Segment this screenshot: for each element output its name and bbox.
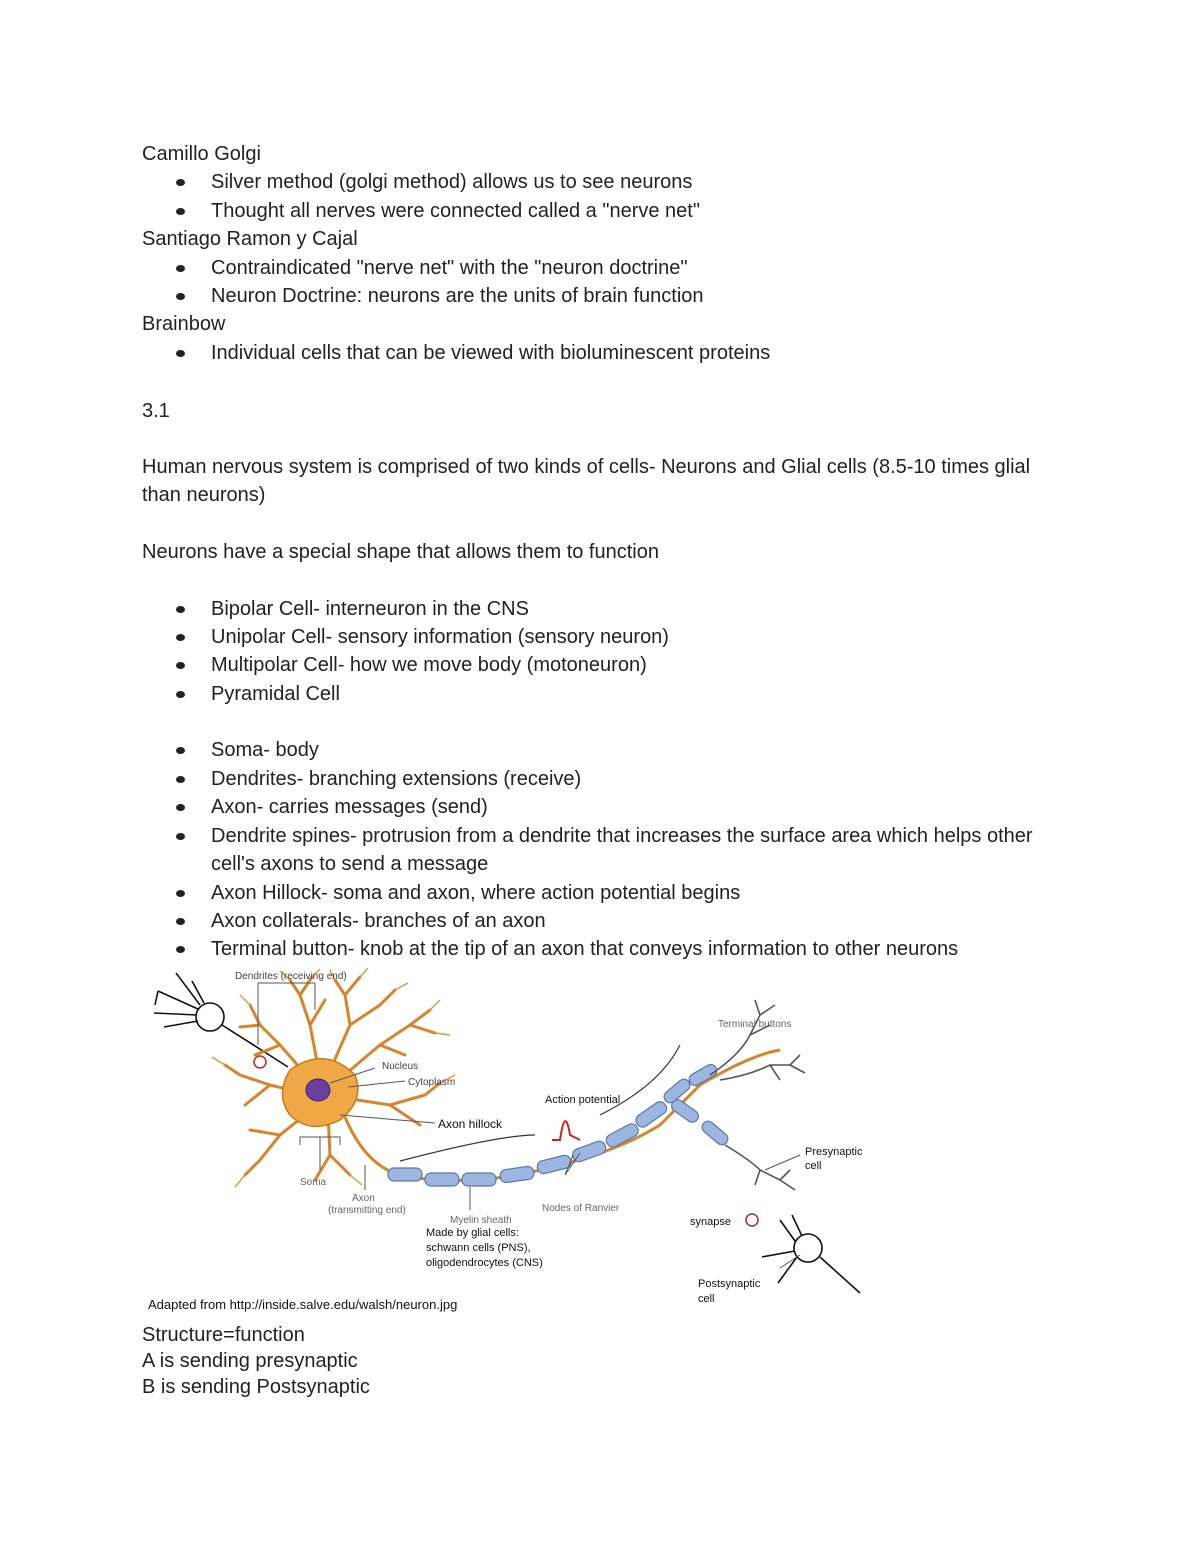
- label-presynaptic-1: Presynaptic: [805, 1146, 863, 1158]
- synapse-marker-a: [254, 1056, 266, 1068]
- list-item: Thought all nerves were connected called a "nerve net": [211, 197, 700, 225]
- label-glial-3: oligodendrocytes (CNS): [426, 1257, 543, 1269]
- synapse-marker-b: [746, 1214, 758, 1226]
- list-item: Contraindicated "nerve net" with the "neuron doctrine": [211, 254, 687, 282]
- label-action-potential: Action potential: [545, 1094, 621, 1106]
- list-item: Unipolar Cell- sensory information (sensory neuron): [211, 623, 669, 651]
- footer-line: A is sending presynaptic: [142, 1350, 358, 1372]
- label-glial-1: Made by glial cells:: [426, 1227, 519, 1239]
- label-cytoplasm: Cytoplasm: [408, 1077, 456, 1088]
- leader-presynaptic: [765, 1155, 800, 1170]
- brainbow-heading: Brainbow: [142, 313, 226, 335]
- list-item: Axon Hillock- soma and axon, where action potential begins: [211, 879, 740, 907]
- label-axon: Axon: [352, 1193, 375, 1204]
- paragraph-cell-types: Human nervous system is comprised of two kinds of cells- Neurons and Glial cells (8.5-10 times glial than neurons): [142, 456, 1031, 506]
- golgi-heading: Camillo Golgi: [142, 143, 261, 165]
- neuron-diagram: [140, 965, 880, 1315]
- leader-soma: [300, 1137, 340, 1170]
- label-soma: Soma: [300, 1177, 327, 1188]
- label-synapse: synapse: [690, 1216, 731, 1228]
- list-item: Pyramidal Cell: [211, 680, 340, 708]
- label-myelin: Myelin sheath: [450, 1215, 512, 1226]
- label-axon-sub: (transmitting end): [328, 1205, 406, 1216]
- leader-hillock: [340, 1115, 435, 1123]
- label-axon-hillock: Axon hillock: [438, 1117, 503, 1131]
- figure-source-credit: Adapted from http://inside.salve.edu/walsh/neuron.jpg: [148, 1297, 458, 1312]
- list-item: Terminal button- knob at the tip of an axon that conveys information to other neurons: [211, 935, 958, 963]
- label-presynaptic-2: cell: [805, 1160, 822, 1172]
- label-ranvier: Nodes of Ranvier: [542, 1203, 620, 1214]
- list-item: Axon- carries messages (send): [211, 793, 488, 821]
- schematic-neuron-a: [154, 973, 288, 1067]
- list-item: Individual cells that can be viewed with bioluminescent proteins: [211, 339, 770, 367]
- list-item: Multipolar Cell- how we move body (motoneuron): [211, 651, 647, 679]
- list-item: Neuron Doctrine: neurons are the units of brain function: [211, 282, 704, 310]
- footer-line: Structure=function: [142, 1324, 305, 1346]
- action-potential-arrow: [400, 1135, 535, 1161]
- action-potential-wave: [552, 1121, 580, 1140]
- list-item: Bipolar Cell- interneuron in the CNS: [211, 595, 529, 623]
- list-item: Dendrite spines- protrusion from a dendrite that increases the surface area which helps other cell's axons to send a message: [211, 822, 1071, 878]
- label-terminal: Terminal buttons: [718, 1019, 792, 1030]
- label-glial-2: schwann cells (PNS),: [426, 1242, 531, 1254]
- list-item: Axon collaterals- branches of an axon: [211, 907, 546, 935]
- section-number: 3.1: [142, 400, 170, 422]
- paragraph-shape: Neurons have a special shape that allows them to function: [142, 541, 659, 563]
- schematic-neuron-b: [762, 1215, 860, 1293]
- label-postsynaptic-1: Postsynaptic: [698, 1278, 761, 1290]
- list-item: Dendrites- branching extensions (receive): [211, 765, 581, 793]
- label-postsynaptic-2: cell: [698, 1293, 715, 1305]
- label-dendrites: Dendrites (receiving end): [235, 971, 347, 982]
- label-nucleus: Nucleus: [382, 1061, 419, 1072]
- footer-line: B is sending Postsynaptic: [142, 1376, 370, 1398]
- list-item: Silver method (golgi method) allows us to see neurons: [211, 168, 692, 196]
- nucleus-shape: [306, 1079, 330, 1101]
- list-item: Soma- body: [211, 736, 319, 764]
- cajal-heading: Santiago Ramon y Cajal: [142, 228, 358, 250]
